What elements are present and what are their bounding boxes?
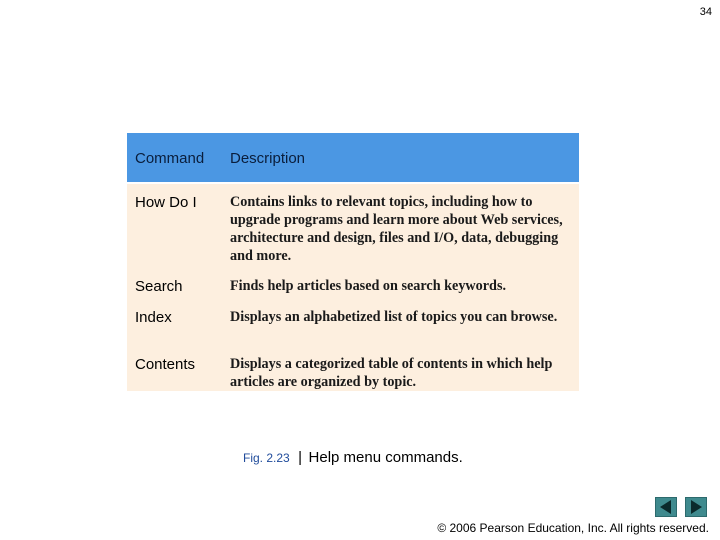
copyright-footer: © 2006 Pearson Education, Inc. All rights reserved.: [437, 521, 709, 535]
figure-label: Fig. 2.23: [243, 451, 290, 465]
page-number: 34: [699, 6, 712, 18]
caption-bold-term: Help: [308, 449, 340, 466]
header-command: Command: [135, 150, 205, 167]
triangle-left-icon: [656, 498, 676, 516]
previous-slide-button[interactable]: [655, 497, 677, 517]
figure-caption: [243, 449, 463, 467]
triangle-right-icon: [686, 498, 706, 516]
row-command: Contents: [135, 356, 196, 373]
row-description: Contains links to relevant topics, including how to upgrade programs and learn more about Web services, architecture and design, files and I/O, data, debugging and more.: [230, 194, 563, 264]
header-description: Description: [230, 150, 306, 167]
row-command: How Do I: [135, 194, 197, 211]
next-slide-button[interactable]: [685, 497, 707, 517]
row-description: Finds help articles based on search keywords.: [230, 278, 507, 294]
row-description: Displays an alphabetized list of topics you can browse.: [230, 309, 558, 325]
table-header: [127, 133, 579, 184]
row-description: Displays a categorized table of contents in which help articles are organized by topic.: [230, 356, 553, 390]
row-command: Search: [135, 278, 183, 295]
caption-separator: |: [298, 449, 303, 466]
help-commands-table: [127, 133, 579, 391]
caption-text: menu commands.: [339, 449, 463, 466]
row-command: Index: [135, 309, 172, 326]
